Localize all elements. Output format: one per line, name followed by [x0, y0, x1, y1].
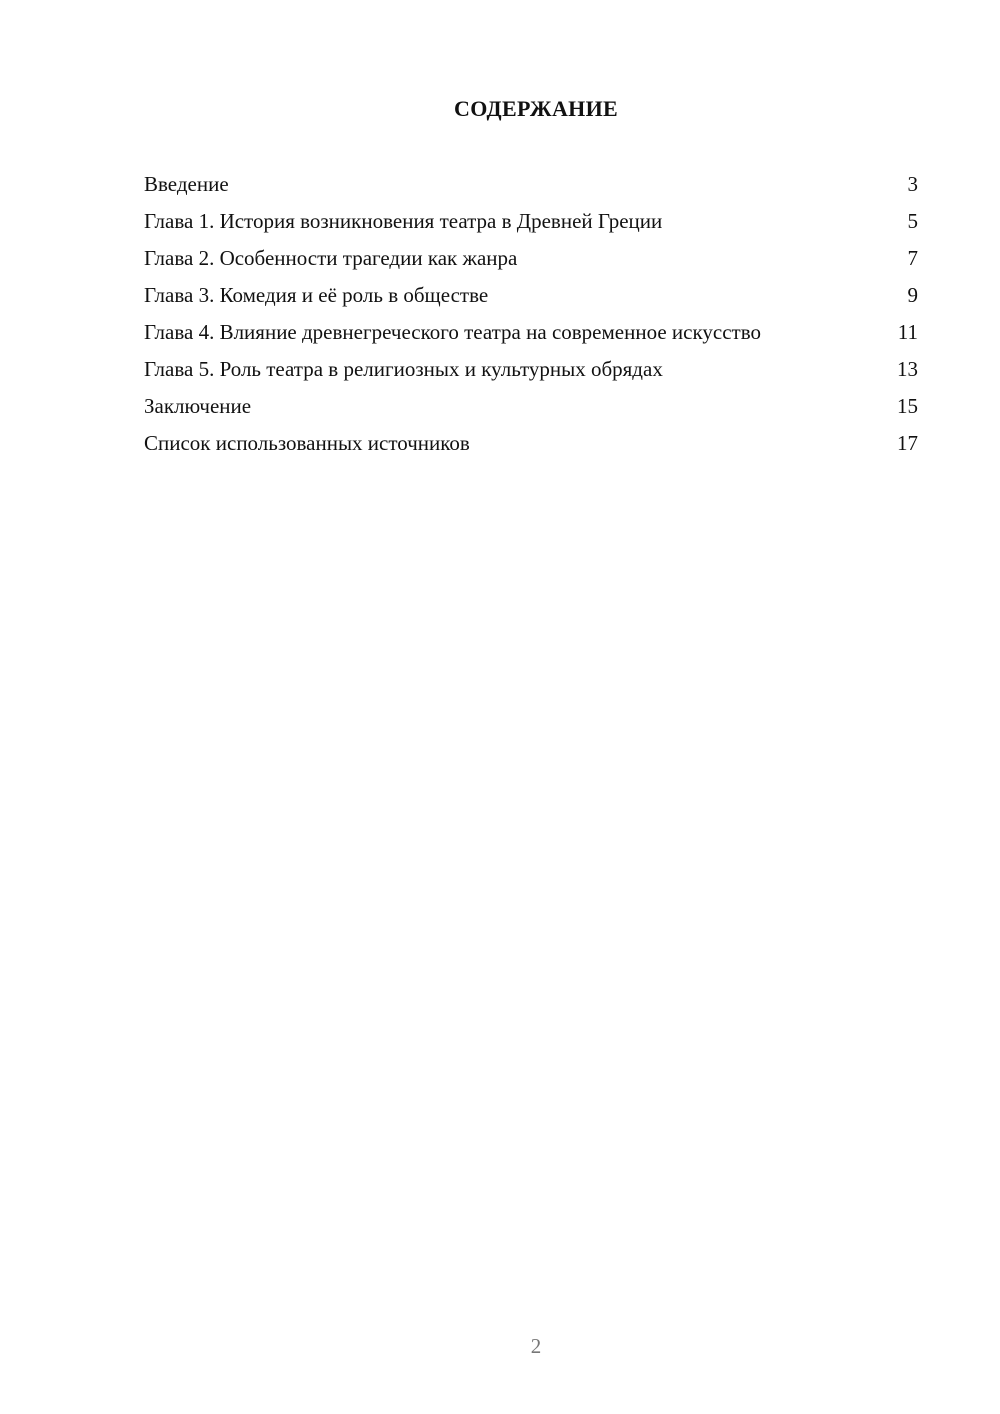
- table-of-contents: [144, 170, 918, 466]
- toc-entry-chapter-2: [144, 244, 918, 272]
- toc-entry-label: Заключение: [144, 394, 252, 418]
- toc-entry-chapter-1: [144, 207, 918, 235]
- toc-entry-page: 7: [907, 246, 918, 270]
- toc-title: СОДЕРЖАНИЕ: [454, 96, 618, 121]
- toc-entry-chapter-5: [144, 355, 918, 383]
- toc-entry-label: Глава 1. История возникновения театра в Древней Греции: [144, 209, 663, 233]
- toc-entry-chapter-3: [144, 281, 918, 309]
- toc-entry-page: 5: [907, 209, 918, 233]
- toc-entry-page: 15: [897, 394, 918, 418]
- toc-entry-introduction: [144, 170, 918, 198]
- toc-entry-page: 17: [897, 431, 918, 455]
- page-number: 2: [530, 1334, 542, 1358]
- toc-entry-label: Введение: [144, 172, 229, 196]
- toc-entry-chapter-4: [144, 318, 918, 346]
- toc-entry-conclusion: [144, 392, 918, 420]
- toc-entry-page: 13: [897, 357, 918, 381]
- toc-entry-page: 9: [907, 283, 918, 307]
- toc-entry-label: Глава 3. Комедия и её роль в обществе: [144, 283, 489, 307]
- toc-entry-page: 3: [907, 172, 918, 196]
- toc-entry-label: Глава 5. Роль театра в религиозных и культурных обрядах: [144, 357, 663, 381]
- toc-entry-page: 11: [897, 320, 918, 344]
- toc-entry-label: Глава 2. Особенности трагедии как жанра: [144, 246, 518, 270]
- toc-entry-label: Глава 4. Влияние древнегреческого театра на современное искусство: [144, 320, 761, 344]
- toc-entry-label: Список использованных источников: [144, 431, 470, 455]
- toc-entry-references: [144, 429, 918, 457]
